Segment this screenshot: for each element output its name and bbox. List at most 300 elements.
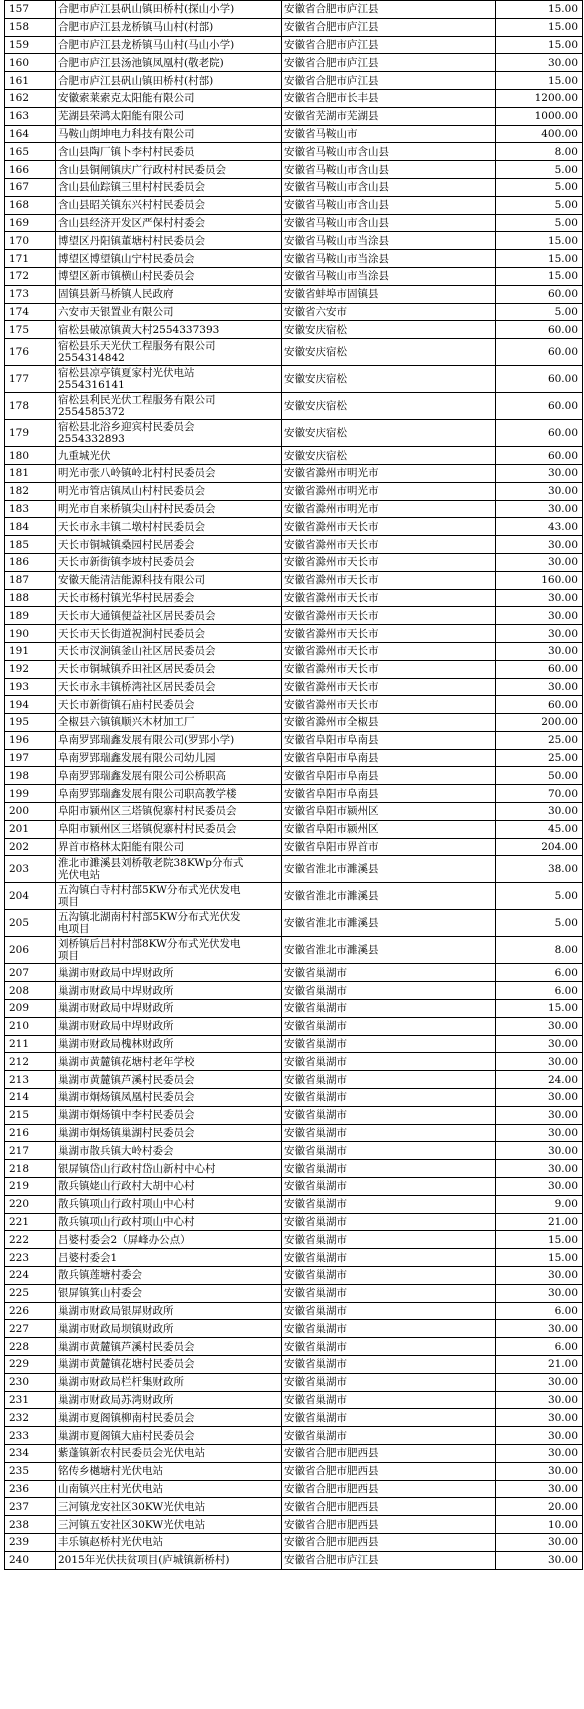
- project-name: 山南镇兴庄村光伏电站: [56, 1480, 282, 1498]
- table-row: [5, 1213, 583, 1231]
- capacity-value: 30.00: [496, 1035, 583, 1053]
- project-location: 安徽省滁州市天长市: [282, 571, 496, 589]
- row-number: 235: [5, 1462, 56, 1480]
- capacity-value: 60.00: [496, 447, 583, 465]
- project-location: 安徽省淮北市濉溪县: [282, 910, 496, 937]
- capacity-value: 60.00: [496, 660, 583, 678]
- table-row: [5, 1391, 583, 1409]
- capacity-value: 30.00: [496, 1427, 583, 1445]
- row-number: 178: [5, 393, 56, 420]
- row-number: 219: [5, 1178, 56, 1196]
- table-row: [5, 1427, 583, 1445]
- project-location: 安徽省合肥市庐江县: [282, 36, 496, 54]
- table-row: [5, 1320, 583, 1338]
- project-name: 散兵镇姥山行政村大胡中心村: [56, 1178, 282, 1196]
- row-number: 218: [5, 1160, 56, 1178]
- row-number: 239: [5, 1533, 56, 1551]
- project-location: 安徽省滁州市天长市: [282, 553, 496, 571]
- capacity-value: 30.00: [496, 1160, 583, 1178]
- project-location: 安徽省滁州市明光市: [282, 464, 496, 482]
- row-number: 168: [5, 196, 56, 214]
- row-number: 170: [5, 232, 56, 250]
- table-row: [5, 536, 583, 554]
- project-location: 安徽省合肥市肥西县: [282, 1444, 496, 1462]
- row-number: 223: [5, 1249, 56, 1267]
- table-row: [5, 589, 583, 607]
- project-name: 银屏镇岱山行政村岱山新村中心村: [56, 1160, 282, 1178]
- project-name: 阜南罗郢瑞鑫发展有限公司(罗郢小学): [56, 731, 282, 749]
- project-location: 安徽省阜阳市阜南县: [282, 785, 496, 803]
- project-name: 阜南罗郢瑞鑫发展有限公司公桥职高: [56, 767, 282, 785]
- capacity-value: 15.00: [496, 250, 583, 268]
- row-number: 201: [5, 820, 56, 838]
- project-location: 安徽省滁州市明光市: [282, 500, 496, 518]
- project-name: 丰乐镇赵桥村光伏电站: [56, 1533, 282, 1551]
- table-row: [5, 178, 583, 196]
- project-name: 安徽天能清洁能源科技有限公司: [56, 571, 282, 589]
- project-name: 博望区新市镇横山村民委员会: [56, 267, 282, 285]
- project-name: 散兵镇项山行政村项山中心村: [56, 1213, 282, 1231]
- project-name: 巢湖市财政局中垾财政所: [56, 982, 282, 1000]
- capacity-value: 30.00: [496, 482, 583, 500]
- project-name: 巢湖市夏阁镇大庙村民委员会: [56, 1427, 282, 1445]
- capacity-value: 5.00: [496, 178, 583, 196]
- capacity-value: 20.00: [496, 1498, 583, 1516]
- row-number: 163: [5, 107, 56, 125]
- row-number: 183: [5, 500, 56, 518]
- project-name: 巢湖市财政局槐林财政所: [56, 1035, 282, 1053]
- project-location: 安徽省蚌埠市固镇县: [282, 285, 496, 303]
- project-name: 全椒县六镇镇顺兴木材加工厂: [56, 714, 282, 732]
- project-location: 安徽省马鞍山市: [282, 125, 496, 143]
- table-row: [5, 607, 583, 625]
- row-number: 198: [5, 767, 56, 785]
- row-number: 177: [5, 366, 56, 393]
- table-row: [5, 1302, 583, 1320]
- table-row: [5, 285, 583, 303]
- project-location: 安徽省巢湖市: [282, 982, 496, 1000]
- project-location: 安徽省巢湖市: [282, 1391, 496, 1409]
- row-number: 210: [5, 1017, 56, 1035]
- row-number: 220: [5, 1195, 56, 1213]
- table-row: [5, 72, 583, 90]
- project-name: 宿松县破凉镇黄大村2554337393: [56, 321, 282, 339]
- project-name: 巢湖市财政局栏杆集财政所: [56, 1373, 282, 1391]
- project-name: 三河镇五安社区30KW光伏电站: [56, 1516, 282, 1534]
- row-number: 194: [5, 696, 56, 714]
- table-row: [5, 250, 583, 268]
- capacity-value: 30.00: [496, 1267, 583, 1285]
- table-row: [5, 303, 583, 321]
- project-location: 安徽省阜阳市颍州区: [282, 820, 496, 838]
- project-location: 安徽省淮北市濉溪县: [282, 937, 496, 964]
- row-number: 185: [5, 536, 56, 554]
- table-row: [5, 1035, 583, 1053]
- row-number: 171: [5, 250, 56, 268]
- row-number: 189: [5, 607, 56, 625]
- capacity-value: 15.00: [496, 1, 583, 19]
- row-number: 216: [5, 1124, 56, 1142]
- project-name: 明光市张八岭镇岭北村村民委员会: [56, 464, 282, 482]
- project-location: 安徽省滁州市全椒县: [282, 714, 496, 732]
- capacity-value: 6.00: [496, 982, 583, 1000]
- row-number: 226: [5, 1302, 56, 1320]
- capacity-value: 24.00: [496, 1071, 583, 1089]
- project-name: 巢湖市炯炀镇巢湖村民委员会: [56, 1124, 282, 1142]
- capacity-value: 30.00: [496, 553, 583, 571]
- project-location: 安徽省合肥市庐江县: [282, 1, 496, 19]
- project-name: 马鞍山朗坤电力科技有限公司: [56, 125, 282, 143]
- row-number: 159: [5, 36, 56, 54]
- table-row: [5, 339, 583, 366]
- project-location: 安徽省巢湖市: [282, 1071, 496, 1089]
- row-number: 230: [5, 1373, 56, 1391]
- capacity-value: 400.00: [496, 125, 583, 143]
- row-number: 179: [5, 420, 56, 447]
- capacity-value: 30.00: [496, 1106, 583, 1124]
- project-name: 天长市铜城镇乔田社区居民委员会: [56, 660, 282, 678]
- capacity-value: 9.00: [496, 1195, 583, 1213]
- project-location: 安徽省合肥市肥西县: [282, 1516, 496, 1534]
- project-name: 明光市管店镇凤山村村民委员会: [56, 482, 282, 500]
- row-number: 164: [5, 125, 56, 143]
- table-row: [5, 1516, 583, 1534]
- project-location: 安徽省六安市: [282, 303, 496, 321]
- capacity-value: 21.00: [496, 1213, 583, 1231]
- project-name: 紫蓬镇新农村民委员会光伏电站: [56, 1444, 282, 1462]
- project-name: 银屏镇箕山村委会: [56, 1284, 282, 1302]
- table-row: [5, 1, 583, 19]
- row-number: 217: [5, 1142, 56, 1160]
- project-name: 吕婆村委会2（屏峰办公点）: [56, 1231, 282, 1249]
- project-location: 安徽省滁州市天长市: [282, 642, 496, 660]
- row-number: 221: [5, 1213, 56, 1231]
- row-number: 184: [5, 518, 56, 536]
- project-location: 安徽安庆宿松: [282, 366, 496, 393]
- table-row: [5, 196, 583, 214]
- project-location: 安徽省合肥市肥西县: [282, 1480, 496, 1498]
- row-number: 208: [5, 982, 56, 1000]
- project-location: 安徽省合肥市肥西县: [282, 1498, 496, 1516]
- project-name: 天长市永丰镇二墩村村民委员会: [56, 518, 282, 536]
- project-location: 安徽省巢湖市: [282, 1053, 496, 1071]
- table-row: [5, 1160, 583, 1178]
- row-number: 197: [5, 749, 56, 767]
- project-location: 安徽省马鞍山市含山县: [282, 214, 496, 232]
- capacity-value: 30.00: [496, 803, 583, 821]
- project-location: 安徽省马鞍山市当涂县: [282, 232, 496, 250]
- project-name: 合肥市庐江县矾山镇田桥村(村部): [56, 72, 282, 90]
- table-row: [5, 161, 583, 179]
- project-location: 安徽省巢湖市: [282, 1124, 496, 1142]
- capacity-value: 5.00: [496, 196, 583, 214]
- project-location: 安徽省滁州市明光市: [282, 482, 496, 500]
- row-number: 192: [5, 660, 56, 678]
- capacity-value: 15.00: [496, 1000, 583, 1018]
- project-name: 三河镇龙安社区30KW光伏电站: [56, 1498, 282, 1516]
- project-name: 吕婆村委会1: [56, 1249, 282, 1267]
- project-name: 阜南罗郢瑞鑫发展有限公司幼儿园: [56, 749, 282, 767]
- capacity-value: 30.00: [496, 1017, 583, 1035]
- capacity-value: 38.00: [496, 856, 583, 883]
- project-name: 天长市铜城镇桑园村民居委会: [56, 536, 282, 554]
- row-number: 169: [5, 214, 56, 232]
- project-location: 安徽省巢湖市: [282, 1409, 496, 1427]
- project-name: 含山县陶厂镇卜李村村民委员: [56, 143, 282, 161]
- project-name: 六安市天银置业有限公司: [56, 303, 282, 321]
- table-row: [5, 553, 583, 571]
- table-row: [5, 232, 583, 250]
- capacity-value: 160.00: [496, 571, 583, 589]
- table-row: [5, 1195, 583, 1213]
- capacity-value: 50.00: [496, 767, 583, 785]
- row-number: 187: [5, 571, 56, 589]
- table-row: [5, 518, 583, 536]
- project-location: 安徽省巢湖市: [282, 1035, 496, 1053]
- table-row: [5, 1178, 583, 1196]
- project-name: 宿松县北浴乡迎宾村民委员会 2554332893: [56, 420, 282, 447]
- capacity-value: 15.00: [496, 72, 583, 90]
- project-location: 安徽省合肥市肥西县: [282, 1533, 496, 1551]
- project-location: 安徽省芜湖市芜湖县: [282, 107, 496, 125]
- capacity-value: 30.00: [496, 1462, 583, 1480]
- project-name: 巢湖市财政局中垾财政所: [56, 1017, 282, 1035]
- project-name: 巢湖市黄麓镇花塘村老年学校: [56, 1053, 282, 1071]
- table-row: [5, 1373, 583, 1391]
- capacity-value: 30.00: [496, 1551, 583, 1569]
- table-row: [5, 1409, 583, 1427]
- project-name: 天长市新街镇石庙村民委员会: [56, 696, 282, 714]
- project-name: 淮北市濉溪县刘桥敬老院38KWp分布式 光伏电站: [56, 856, 282, 883]
- row-number: 188: [5, 589, 56, 607]
- row-number: 182: [5, 482, 56, 500]
- project-name: 铭传乡樾塘村光伏电站: [56, 1462, 282, 1480]
- capacity-value: 6.00: [496, 1302, 583, 1320]
- project-name: 安徽索莱索克太阳能有限公司: [56, 89, 282, 107]
- capacity-value: 30.00: [496, 1142, 583, 1160]
- capacity-value: 30.00: [496, 1373, 583, 1391]
- row-number: 160: [5, 54, 56, 72]
- capacity-value: 5.00: [496, 214, 583, 232]
- row-number: 212: [5, 1053, 56, 1071]
- project-name: 含山县仙踪镇三里村村民委员会: [56, 178, 282, 196]
- capacity-value: 21.00: [496, 1356, 583, 1374]
- table-row: [5, 1462, 583, 1480]
- project-location: 安徽省阜阳市阜南县: [282, 767, 496, 785]
- row-number: 157: [5, 1, 56, 19]
- table-row: [5, 1106, 583, 1124]
- project-name: 天长市汊涧镇釜山社区居民委员会: [56, 642, 282, 660]
- capacity-value: 15.00: [496, 1249, 583, 1267]
- project-location: 安徽省巢湖市: [282, 1427, 496, 1445]
- project-location: 安徽省合肥市肥西县: [282, 1462, 496, 1480]
- table-row: [5, 696, 583, 714]
- capacity-value: 15.00: [496, 267, 583, 285]
- project-name: 阜阳市颍州区三塔镇倪寨村村民委员会: [56, 803, 282, 821]
- capacity-value: 30.00: [496, 1053, 583, 1071]
- project-location: 安徽省阜阳市阜南县: [282, 731, 496, 749]
- table-row: [5, 571, 583, 589]
- project-name: 博望区丹阳镇董塘村村民委员会: [56, 232, 282, 250]
- project-location: 安徽省滁州市天长市: [282, 625, 496, 643]
- project-location: 安徽省阜阳市界首市: [282, 838, 496, 856]
- project-name: 宿松县凉亭镇夏家村光伏电站 2554316141: [56, 366, 282, 393]
- capacity-value: 10.00: [496, 1516, 583, 1534]
- row-number: 205: [5, 910, 56, 937]
- capacity-value: 15.00: [496, 232, 583, 250]
- capacity-value: 5.00: [496, 910, 583, 937]
- table-row: [5, 660, 583, 678]
- row-number: 234: [5, 1444, 56, 1462]
- row-number: 227: [5, 1320, 56, 1338]
- project-location: 安徽省滁州市天长市: [282, 660, 496, 678]
- row-number: 206: [5, 937, 56, 964]
- project-name: 刘桥镇后吕村村部8KW分布式光伏发电 项目: [56, 937, 282, 964]
- capacity-value: 5.00: [496, 883, 583, 910]
- project-location: 安徽省巢湖市: [282, 1231, 496, 1249]
- row-number: 237: [5, 1498, 56, 1516]
- table-row: [5, 500, 583, 518]
- project-name: 天长市新街镇李坡村民委员会: [56, 553, 282, 571]
- capacity-value: 60.00: [496, 285, 583, 303]
- project-name: 芜湖县荣鸿太阳能有限公司: [56, 107, 282, 125]
- capacity-value: 43.00: [496, 518, 583, 536]
- project-location: 安徽省滁州市天长市: [282, 536, 496, 554]
- row-number: 211: [5, 1035, 56, 1053]
- table-row: [5, 1356, 583, 1374]
- project-name: 阜阳市颍州区三塔镇倪寨村村民委员会: [56, 820, 282, 838]
- table-row: [5, 1142, 583, 1160]
- project-name: 含山县昭关镇东兴村村民委员会: [56, 196, 282, 214]
- capacity-value: 60.00: [496, 339, 583, 366]
- project-location: 安徽安庆宿松: [282, 393, 496, 420]
- capacity-value: 5.00: [496, 303, 583, 321]
- project-name: 巢湖市财政局中垾财政所: [56, 1000, 282, 1018]
- project-name: 巢湖市黄麓镇芦溪村民委员会: [56, 1338, 282, 1356]
- table-row: [5, 1444, 583, 1462]
- capacity-value: 6.00: [496, 1338, 583, 1356]
- project-location: 安徽省巢湖市: [282, 1017, 496, 1035]
- capacity-value: 30.00: [496, 1409, 583, 1427]
- project-name: 天长市永丰镇桥湾社区居民委员会: [56, 678, 282, 696]
- capacity-value: 30.00: [496, 1284, 583, 1302]
- row-number: 195: [5, 714, 56, 732]
- table-row: [5, 1053, 583, 1071]
- project-location: 安徽省巢湖市: [282, 1338, 496, 1356]
- capacity-value: 30.00: [496, 1444, 583, 1462]
- capacity-value: 15.00: [496, 36, 583, 54]
- project-name: 合肥市庐江县矾山镇田桥村(探山小学): [56, 1, 282, 19]
- row-number: 207: [5, 964, 56, 982]
- capacity-value: 5.00: [496, 161, 583, 179]
- project-location: 安徽省巢湖市: [282, 1356, 496, 1374]
- capacity-value: 30.00: [496, 607, 583, 625]
- table-row: [5, 964, 583, 982]
- table-row: [5, 107, 583, 125]
- project-location: 安徽省滁州市天长市: [282, 678, 496, 696]
- table-row: [5, 883, 583, 910]
- project-location: 安徽省合肥市庐江县: [282, 1551, 496, 1569]
- project-location: 安徽省巢湖市: [282, 1320, 496, 1338]
- capacity-value: 15.00: [496, 18, 583, 36]
- row-number: 213: [5, 1071, 56, 1089]
- table-row: [5, 838, 583, 856]
- project-location: 安徽省巢湖市: [282, 1267, 496, 1285]
- table-row: [5, 143, 583, 161]
- project-name: 巢湖市财政局坝镇财政所: [56, 1320, 282, 1338]
- table-row: [5, 749, 583, 767]
- capacity-value: 70.00: [496, 785, 583, 803]
- capacity-value: 6.00: [496, 964, 583, 982]
- capacity-value: 30.00: [496, 1124, 583, 1142]
- project-name: 合肥市庐江县龙桥镇马山村(村部): [56, 18, 282, 36]
- project-location: 安徽省滁州市天长市: [282, 607, 496, 625]
- table-row: [5, 447, 583, 465]
- row-number: 181: [5, 464, 56, 482]
- table-row: [5, 820, 583, 838]
- table-row: [5, 214, 583, 232]
- capacity-value: 60.00: [496, 321, 583, 339]
- project-location: 安徽省阜阳市阜南县: [282, 749, 496, 767]
- project-name: 界首市格林太阳能有限公司: [56, 838, 282, 856]
- row-number: 172: [5, 267, 56, 285]
- table-row: [5, 731, 583, 749]
- capacity-value: 8.00: [496, 937, 583, 964]
- project-name: 明光市自来桥镇尖山村村民委员会: [56, 500, 282, 518]
- project-location: 安徽安庆宿松: [282, 321, 496, 339]
- project-location: 安徽省巢湖市: [282, 964, 496, 982]
- project-location: 安徽省合肥市庐江县: [282, 18, 496, 36]
- row-number: 204: [5, 883, 56, 910]
- row-number: 214: [5, 1089, 56, 1107]
- project-name: 巢湖市散兵镇大岭村委会: [56, 1142, 282, 1160]
- row-number: 167: [5, 178, 56, 196]
- table-row: [5, 393, 583, 420]
- project-location: 安徽省马鞍山市当涂县: [282, 250, 496, 268]
- project-name: 巢湖市财政局银屏财政所: [56, 1302, 282, 1320]
- row-number: 190: [5, 625, 56, 643]
- row-number: 196: [5, 731, 56, 749]
- capacity-value: 30.00: [496, 678, 583, 696]
- row-number: 224: [5, 1267, 56, 1285]
- project-location: 安徽省阜阳市颍州区: [282, 803, 496, 821]
- table-row: [5, 937, 583, 964]
- project-name: 巢湖市夏阁镇柳南村民委员会: [56, 1409, 282, 1427]
- capacity-value: 30.00: [496, 1480, 583, 1498]
- project-name: 巢湖市财政局苏湾财政所: [56, 1391, 282, 1409]
- table-row: [5, 642, 583, 660]
- capacity-value: 30.00: [496, 625, 583, 643]
- project-location: 安徽省巢湖市: [282, 1142, 496, 1160]
- table-row: [5, 125, 583, 143]
- project-location: 安徽省马鞍山市含山县: [282, 196, 496, 214]
- table-row: [5, 54, 583, 72]
- table-row: [5, 785, 583, 803]
- row-number: 166: [5, 161, 56, 179]
- row-number: 209: [5, 1000, 56, 1018]
- capacity-value: 25.00: [496, 749, 583, 767]
- row-number: 231: [5, 1391, 56, 1409]
- table-row: [5, 18, 583, 36]
- project-name: 固镇县新马桥镇人民政府: [56, 285, 282, 303]
- table-row: [5, 678, 583, 696]
- row-number: 175: [5, 321, 56, 339]
- row-number: 199: [5, 785, 56, 803]
- table-row: [5, 1551, 583, 1569]
- table-row: [5, 1089, 583, 1107]
- project-location: 安徽安庆宿松: [282, 447, 496, 465]
- row-number: 232: [5, 1409, 56, 1427]
